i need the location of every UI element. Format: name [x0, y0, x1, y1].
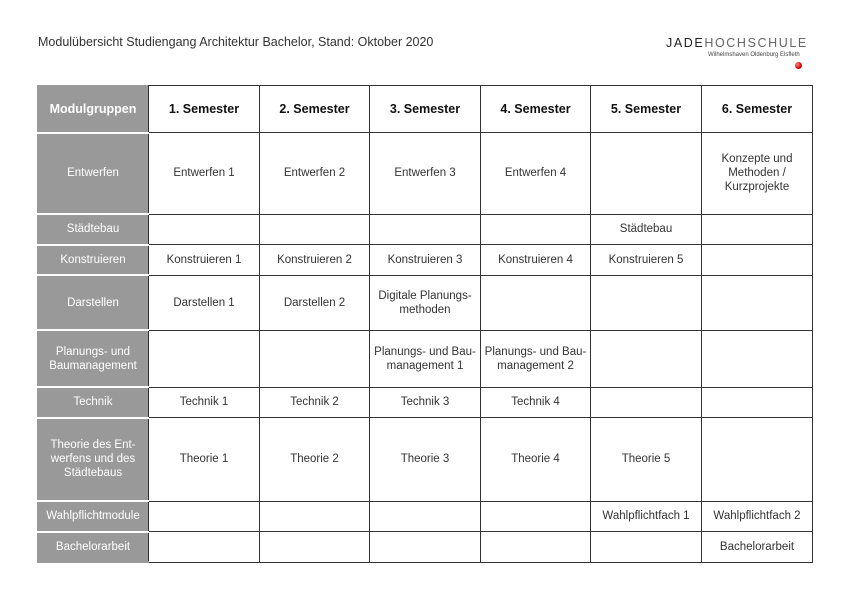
module-cell: Städtebau — [591, 214, 702, 244]
module-cell — [149, 330, 260, 387]
table-row — [38, 330, 813, 387]
module-cell: Technik 3 — [370, 387, 481, 417]
module-cell: Konzepte und Methoden / Kurzprojekte — [702, 133, 813, 215]
module-cell — [481, 214, 591, 244]
module-cell: Digitale Planungs- methoden — [370, 275, 481, 330]
semester-header-6: 6. Semester — [702, 86, 813, 133]
logo-locations: Wilhelmshaven Oldenburg Elsfleth — [708, 52, 800, 58]
module-cell: Darstellen 1 — [149, 275, 260, 330]
module-group: Theorie des Ent- werfens und des Städtebaus — [38, 418, 149, 502]
semester-header-5: 5. Semester — [591, 86, 702, 133]
module-cell — [702, 275, 813, 330]
logo-red-dot-icon — [795, 62, 802, 69]
table-row — [38, 387, 813, 417]
module-cell: Konstruieren 4 — [481, 245, 591, 275]
jade-hochschule-logo — [666, 36, 816, 58]
module-cell — [702, 214, 813, 244]
module-cell — [702, 330, 813, 387]
module-cell — [149, 501, 260, 531]
module-cell — [260, 330, 370, 387]
module-cell — [702, 245, 813, 275]
module-cell — [260, 214, 370, 244]
module-cell — [591, 387, 702, 417]
module-cell — [591, 330, 702, 387]
semester-header-4: 4. Semester — [481, 86, 591, 133]
module-overview-table — [37, 85, 813, 563]
module-group: Planungs- und Baumanagement — [38, 330, 149, 387]
module-cell — [591, 133, 702, 215]
module-cell: Theorie 4 — [481, 418, 591, 502]
module-cell: Wahlpflichtfach 2 — [702, 501, 813, 531]
module-cell — [702, 418, 813, 502]
module-cell: Planungs- und Bau- management 1 — [370, 330, 481, 387]
module-cell — [481, 532, 591, 562]
module-cell — [260, 501, 370, 531]
module-cell: Technik 2 — [260, 387, 370, 417]
module-cell: Theorie 2 — [260, 418, 370, 502]
module-cell: Technik 1 — [149, 387, 260, 417]
module-cell: Konstruieren 3 — [370, 245, 481, 275]
module-group: Darstellen — [38, 275, 149, 330]
table-row — [38, 418, 813, 502]
module-cell: Wahlpflichtfach 1 — [591, 501, 702, 531]
logo-name-hochschule: HOCHSCHULE — [704, 36, 808, 50]
module-cell: Technik 4 — [481, 387, 591, 417]
module-cell — [591, 532, 702, 562]
semester-header-1: 1. Semester — [149, 86, 260, 133]
module-cell — [370, 532, 481, 562]
table-row — [38, 275, 813, 330]
module-cell — [481, 501, 591, 531]
module-cell: Theorie 1 — [149, 418, 260, 502]
logo-name-jade: JADE — [666, 36, 705, 50]
module-cell — [591, 275, 702, 330]
module-cell: Entwerfen 2 — [260, 133, 370, 215]
table-row — [38, 532, 813, 562]
module-cell: Entwerfen 3 — [370, 133, 481, 215]
module-cell: Konstruieren 1 — [149, 245, 260, 275]
module-group: Technik — [38, 387, 149, 417]
module-cell: Entwerfen 4 — [481, 133, 591, 215]
table-row — [38, 245, 813, 275]
header-row — [38, 86, 813, 133]
module-cell — [260, 532, 370, 562]
module-group: Wahlpflichtmodule — [38, 501, 149, 531]
module-group: Bachelorarbeit — [38, 532, 149, 562]
semester-header-2: 2. Semester — [260, 86, 370, 133]
module-cell — [149, 214, 260, 244]
module-cell — [370, 214, 481, 244]
module-cell — [149, 532, 260, 562]
module-group: Entwerfen — [38, 133, 149, 215]
module-group: Konstruieren — [38, 245, 149, 275]
module-cell: Bachelorarbeit — [702, 532, 813, 562]
module-cell: Konstruieren 5 — [591, 245, 702, 275]
table-row — [38, 214, 813, 244]
module-cell: Konstruieren 2 — [260, 245, 370, 275]
logo-wordmark — [666, 36, 816, 50]
module-cell: Theorie 5 — [591, 418, 702, 502]
module-cell — [702, 387, 813, 417]
module-cell: Darstellen 2 — [260, 275, 370, 330]
table-row — [38, 133, 813, 215]
module-group: Städtebau — [38, 214, 149, 244]
module-cell: Theorie 3 — [370, 418, 481, 502]
document-title: Modulübersicht Studiengang Architektur Bachelor, Stand: Oktober 2020 — [38, 35, 434, 49]
module-cell: Planungs- und Bau- management 2 — [481, 330, 591, 387]
module-cell — [370, 501, 481, 531]
module-cell — [481, 275, 591, 330]
module-cell: Entwerfen 1 — [149, 133, 260, 215]
semester-header-3: 3. Semester — [370, 86, 481, 133]
corner-header: Modulgruppen — [38, 86, 149, 133]
table-row — [38, 501, 813, 531]
